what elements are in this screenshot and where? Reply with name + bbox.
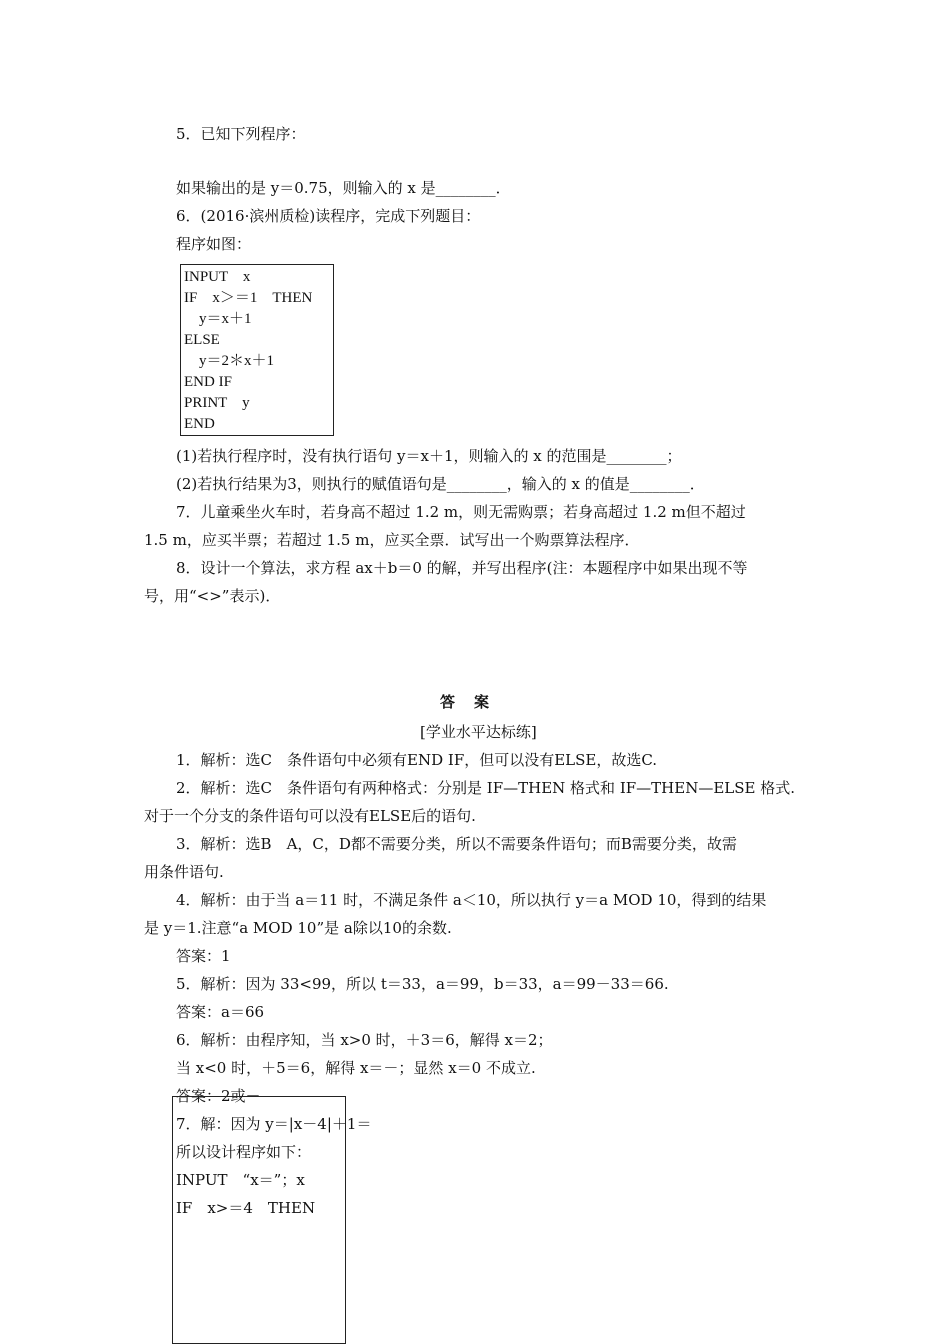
q6-part1: (1)若执行程序时，没有执行语句 y＝x＋1，则输入的 x 的范围是________； (176, 447, 682, 465)
answer-4-line2: 是 y＝1.注意“a MOD 10”是 a除以10的余数. (144, 919, 452, 937)
answer-7-line1: 7．解：因为 y＝|x－4|＋1＝ (176, 1115, 372, 1133)
q5-title: 5．已知下列程序： (176, 125, 306, 143)
answer-5-line1: 5．解析：因为 33<99，所以 t＝33，a＝99，b＝33，a＝99－33＝66. (176, 975, 669, 993)
program-line: INPUT x (184, 269, 251, 285)
program-line: PRINT y (184, 395, 250, 411)
answer-3-line1: 3．解析：选B A，C，D都不需要分类，所以不需要条件语句；而B需要分类，故需 (176, 835, 737, 853)
program-line: y＝x＋1 (184, 311, 252, 327)
answer-6-result: 答案：2或－ (176, 1087, 261, 1105)
answer-6-line2: 当 x<0 时，＋5＝6，解得 x＝－；显然 x＝0 不成立. (176, 1059, 536, 1077)
answer-4-result: 答案：1 (176, 947, 231, 965)
q6-intro: 程序如图： (176, 235, 252, 253)
q7-line2: 1.5 m，应买半票；若超过 1.5 m，应买全票．试写出一个购票算法程序． (144, 531, 640, 549)
answer-7-code-line: INPUT “x＝”；x (176, 1171, 305, 1189)
answer-4-line1: 4．解析：由于当 a＝11 时，不满足条件 a＜10，所以执行 y＝a MOD 10，得到的结果 (176, 891, 767, 909)
answer-7-line2: 所以设计程序如下： (176, 1143, 312, 1161)
program-line: ELSE (184, 332, 220, 348)
answer-5-result: 答案：a＝66 (176, 1003, 265, 1021)
q8-line1: 8．设计一个算法，求方程 ax＋b＝0 的解，并写出程序(注：本题程序中如果出现不等 (176, 559, 748, 577)
answer-1: 1．解析：选C 条件语句中必须有END IF，但可以没有ELSE，故选C. (176, 751, 658, 769)
answer-3-line2: 用条件语句. (144, 863, 224, 881)
answers-title: 答 案 (440, 693, 492, 711)
q6-title: 6．(2016·滨州质检)读程序，完成下列题目： (176, 207, 481, 225)
program-line: END (184, 416, 215, 432)
answer-2-line2: 对于一个分支的条件语句可以没有ELSE后的语句. (144, 807, 476, 825)
program-line: y＝2＊x＋1 (184, 353, 275, 369)
q6-program-box (180, 264, 334, 436)
answers-subtitle: [学业水平达标练] (420, 723, 537, 741)
answer-2-line1: 2．解析：选C 条件语句有两种格式：分别是 IF—THEN 格式和 IF—THEN—ELSE 格式. (176, 779, 795, 797)
q6-part2: (2)若执行结果为3，则执行的赋值语句是________，输入的 x 的值是________． (176, 475, 705, 493)
program-line: END IF (184, 374, 232, 390)
answer-7-code-line: IF x>＝4 THEN (176, 1199, 316, 1217)
q8-line2: 号，用“<>”表示)． (144, 587, 281, 605)
answer-6-line1: 6．解析：由程序知，当 x>0 时，＋3＝6，解得 x＝2； (176, 1031, 553, 1049)
q7-line1: 7．儿童乘坐火车时，若身高不超过 1.2 m，则无需购票；若身高超过 1.2 m但不超过 (176, 503, 746, 521)
program-line: IF x＞＝1 THEN (184, 290, 313, 306)
q5-body: 如果输出的是 y＝0.75，则输入的 x 是________． (176, 179, 511, 197)
